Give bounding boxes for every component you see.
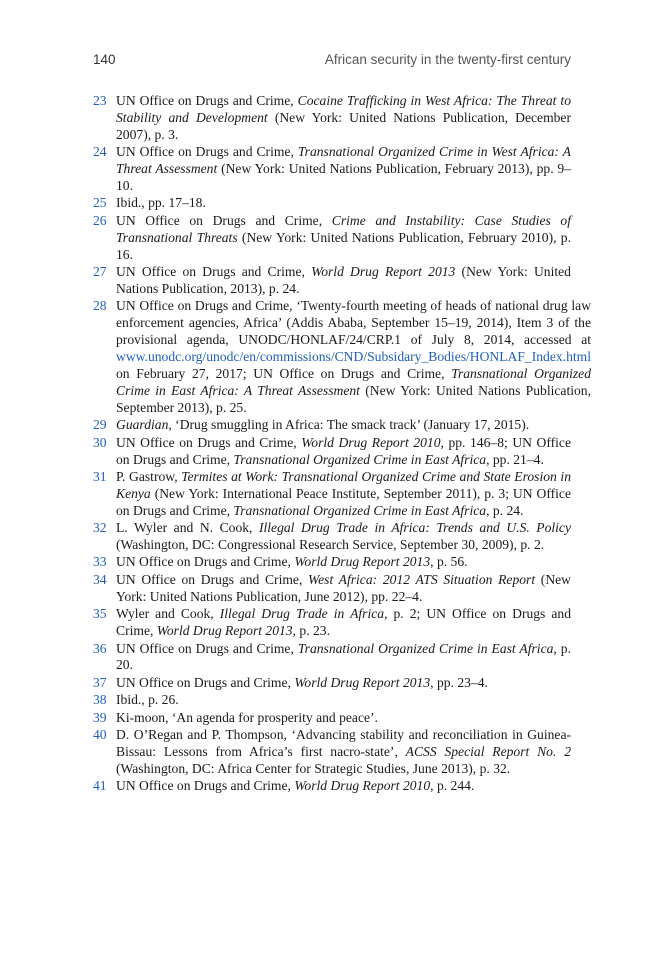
endnote-number-link[interactable]: 30: [93, 434, 107, 450]
endnote-29: [93, 417, 571, 434]
endnote-25: [93, 195, 571, 212]
citation-text: (Washington, DC: Congressional Research Service, September 30, 2009), p. 2.: [116, 537, 545, 553]
endnote-23: [93, 93, 571, 144]
endnote-text: [116, 641, 571, 675]
endnote-number-link[interactable]: 25: [93, 195, 107, 211]
endnote-35: [93, 606, 571, 640]
cited-title: West Africa: 2012 ATS Situation Report: [308, 571, 536, 587]
citation-text: (New York: United Nations Publication, February 2013), pp. 9–10.: [116, 161, 571, 194]
citation-text: (New York: United Nations Publication, December 2007), p. 3.: [116, 109, 571, 142]
citation-text: UN Office on Drugs and Crime,: [116, 554, 295, 570]
endnote-text: [116, 213, 571, 264]
cited-title: Guardian: [116, 417, 169, 433]
endnote-text: [116, 93, 571, 144]
citation-text: , pp. 146–8; UN Office on Drugs and Crime,: [116, 434, 571, 467]
citation-text: (New York: United Nations Publication, 2013), p. 24.: [116, 264, 571, 296]
cited-title: World Drug Report 2013: [156, 623, 293, 639]
citation-text: UN Office on Drugs and Crime,: [116, 571, 309, 587]
citation-text: (Washington, DC: Africa Center for Strategic Studies, June 2013), p. 32.: [116, 760, 511, 776]
running-header: [93, 52, 571, 67]
cited-title: Transnational Organized Crime in West Africa: A Threat Assessment: [116, 144, 571, 177]
citation-text: UN Office on Drugs and Crime,: [116, 778, 295, 794]
citation-text: Ibid., pp. 17–18.: [116, 195, 206, 211]
endnote-number-link[interactable]: 31: [93, 468, 107, 484]
citation-text: , p. 244.: [430, 778, 475, 794]
endnote-number-link[interactable]: 40: [93, 727, 107, 743]
citation-text: Ibid., p. 26.: [116, 692, 179, 708]
citation-text: , p. 56.: [430, 554, 468, 570]
endnote-number-link[interactable]: 41: [93, 778, 107, 794]
citation-text: , p. 23.: [292, 623, 330, 639]
endnote-text: [116, 692, 571, 709]
endnote-text: [116, 554, 571, 571]
endnote-number-link[interactable]: 33: [93, 554, 107, 570]
citation-text: , p. 24.: [486, 502, 524, 518]
endnotes-list: [93, 93, 592, 796]
cited-title: World Drug Report 2013: [294, 674, 431, 690]
cited-title: World Drug Report 2010: [294, 778, 431, 794]
cited-title: ACSS Special Report No. 2: [405, 743, 571, 759]
citation-text: UN Office on Drugs and Crime,: [116, 212, 332, 228]
citation-text: UN Office on Drugs and Crime,: [116, 264, 312, 280]
endnote-text: [116, 264, 571, 298]
endnote-number-link[interactable]: 36: [93, 640, 107, 656]
endnote-number-link[interactable]: 39: [93, 709, 107, 725]
running-title: African security in the twenty-first century: [324, 52, 571, 67]
citation-text: D. O’Regan and P. Thompson, ‘Advancing stability and reconciliation in Guinea-Bissau: Lessons from Africa’s first nacro-state’,: [116, 727, 571, 759]
endnote-text: [116, 606, 571, 640]
endnote-text: [116, 710, 571, 727]
endnote-number-link[interactable]: 37: [93, 674, 107, 690]
endnote-text: [116, 675, 571, 692]
endnote-26: [93, 213, 571, 264]
endnote-32: [93, 520, 571, 554]
cited-title: Transnational Organized Crime in East Africa: [233, 451, 487, 467]
endnote-text: [116, 144, 571, 195]
endnote-41: [93, 778, 571, 795]
endnote-number-link[interactable]: 35: [93, 606, 107, 622]
endnote-number-link[interactable]: 23: [93, 93, 107, 108]
endnote-text: [116, 778, 571, 795]
endnote-28: [93, 298, 592, 416]
endnote-37: [93, 675, 571, 692]
endnote-number-link[interactable]: 38: [93, 692, 107, 708]
cited-title: Termites at Work: Transnational Organized Crime and State Erosion in Kenya: [116, 468, 571, 501]
page-number: 140: [93, 52, 116, 67]
endnote-text: [116, 572, 571, 606]
endnote-number-link[interactable]: 32: [93, 520, 107, 536]
endnote-33: [93, 554, 571, 571]
endnote-number-link[interactable]: 29: [93, 417, 107, 433]
citation-text: UN Office on Drugs and Crime, ‘Twenty-fourth meeting of heads of national drug law enforcement agencies, Africa’ (Addis Ababa, September 15–19, 2014), Item 3 of the provisional agenda, UNODC/HONLAF/24/CRP.1 of July 8, 2014, accessed at: [116, 298, 592, 348]
endnote-number-link[interactable]: 28: [93, 298, 107, 314]
endnote-36: [93, 641, 571, 675]
cited-title: Cocaine Trafficking in West Africa: The Threat to Stability and Development: [116, 93, 571, 125]
endnote-27: [93, 264, 571, 298]
citation-text: (New York: International Peace Institute, September 2011), p. 3; UN Office on Drugs and Crime,: [116, 485, 571, 518]
cited-title: Crime and Instability: Case Studies of Transnational Threats: [116, 212, 571, 245]
citation-text: , p. 2; UN Office on Drugs and Crime,: [116, 606, 572, 639]
citation-text: UN Office on Drugs and Crime,: [116, 144, 298, 160]
cited-title: Transnational Organized Crime in East Africa: A Threat Assessment: [116, 366, 592, 398]
cited-title: World Drug Report 2010: [301, 434, 441, 450]
citation-text: (New York: United Nations Publication, February 2010), p. 16.: [116, 229, 571, 262]
endnote-text: [116, 469, 571, 520]
endnote-text: [116, 727, 571, 778]
endnote-31: [93, 469, 571, 520]
citation-text: , pp. 21–4.: [486, 451, 544, 467]
endnote-number-link[interactable]: 24: [93, 144, 107, 160]
endnote-number-link[interactable]: 34: [93, 571, 107, 587]
cited-title: Illegal Drug Trade in Africa: [219, 606, 385, 622]
endnote-30: [93, 435, 571, 469]
cited-title: Transnational Organized Crime in East Africa: [297, 640, 554, 656]
cited-title: World Drug Report 2013: [311, 264, 456, 280]
citation-text: UN Office on Drugs and Crime,: [116, 434, 302, 450]
cited-title: Illegal Drug Trade in Africa: Trends and U.S. Policy: [258, 520, 572, 536]
endnote-34: [93, 572, 571, 606]
endnote-39: [93, 710, 571, 727]
citation-text: on February 27, 2017; UN Office on Drugs and Crime,: [116, 366, 452, 381]
endnote-number-link[interactable]: 26: [93, 212, 107, 228]
citation-text: Wyler and Cook,: [116, 606, 220, 622]
endnote-number-link[interactable]: 27: [93, 264, 107, 280]
citation-text: , pp. 23–4.: [430, 674, 488, 690]
endnote-text: [116, 195, 571, 212]
citation-text: , p. 20.: [116, 640, 571, 673]
endnote-text: [116, 298, 591, 416]
citation-text: Ki-moon, ‘An agenda for prosperity and peace’.: [116, 709, 378, 725]
cited-title: World Drug Report 2013: [294, 554, 431, 570]
citation-text: UN Office on Drugs and Crime,: [116, 93, 298, 108]
endnote-text: [116, 435, 571, 469]
citation-text: UN Office on Drugs and Crime,: [116, 640, 298, 656]
citation-text: (New York: United Nations Publication, June 2012), pp. 22–4.: [116, 571, 571, 604]
citation-text: UN Office on Drugs and Crime,: [116, 674, 295, 690]
reference-url-link[interactable]: www.unodc.org/unodc/en/commissions/CND/Subsidary_Bodies/HONLAF_Index.html: [116, 349, 592, 365]
citation-text: L. Wyler and N. Cook,: [116, 520, 259, 536]
citation-text: , ‘Drug smuggling in Africa: The smack track’ (January 17, 2015).: [168, 417, 530, 433]
endnote-40: [93, 727, 571, 778]
endnote-text: [116, 520, 571, 554]
cited-title: Transnational Organized Crime in East Africa: [233, 502, 487, 518]
endnote-38: [93, 692, 571, 709]
citation-text: (New York: United Nations Publication, September 2013), p. 25.: [116, 382, 592, 415]
citation-text: P. Gastrow,: [116, 468, 182, 484]
endnote-text: [116, 417, 571, 434]
endnote-24: [93, 144, 571, 195]
